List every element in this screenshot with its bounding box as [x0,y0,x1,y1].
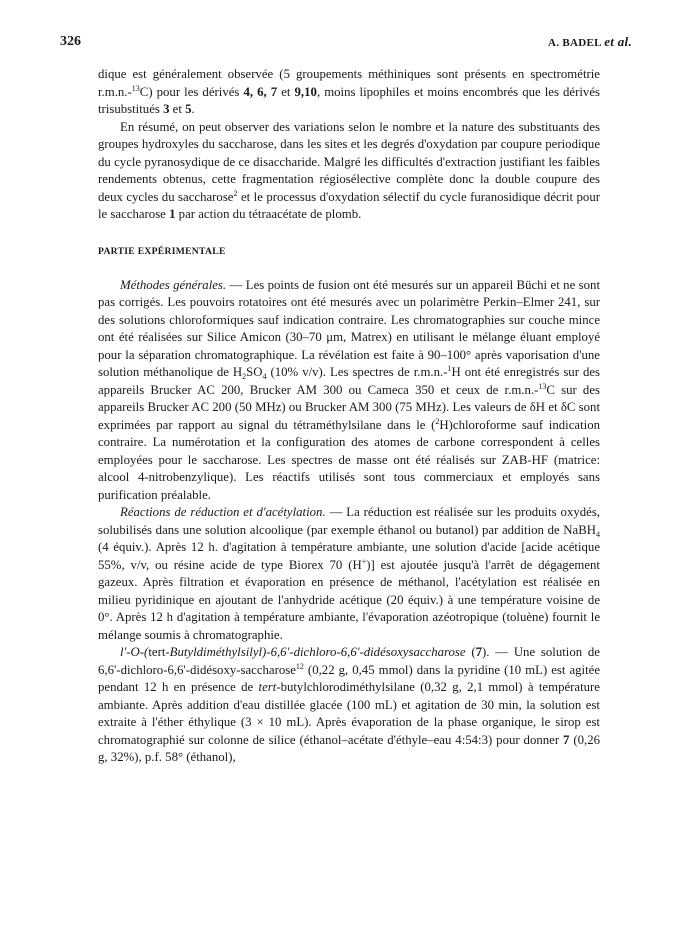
running-head-etal: et al. [604,34,632,49]
text-run: C) pour les dérivés [139,84,244,99]
text-run: (10% v/v). Les spectres de r.m.n.- [266,365,448,379]
paragraph-summary [98,119,600,224]
subscript: 4 [596,529,600,539]
superscript: + [361,556,367,566]
text-run: et le processus d'oxydation sélectif du cycle furanosidique décrit pour le saccharose [98,189,600,221]
run-in-heading: l'-O-( [120,645,149,659]
text-run: H ont été enregistrés sur des appareils Brucker AC 200, Brucker AM 300 ou Cameca 350 et ceux de r.m.n.- [98,365,601,397]
superscript: 13 [131,83,140,93]
citation-superscript: 2 [233,188,238,198]
text-run: C sur des appareils Brucker AC 200 (50 MHz) ou Brucker AM 300 (75 MHz). Les valeurs de δH et δC sont exprimées par rapport au signal du tétraméthylsilane dans le ( [98,382,600,432]
text-run: ( [465,645,476,659]
compound-ref: 7 [475,645,483,659]
text-run: et [277,84,295,99]
superscript: 1 [447,364,452,373]
text-run: En résumé, on peut observer des variations selon le nombre et la nature des substituants des groupes hydroxyles du saccharose, dans les sites et les degrés d'oxydation par coupure periodique du cycle pyranosydique de ce disaccharide. Malgré les difficultés d'extraction justifiant les faibles rendements obtenus, cette fragmentation régiosélective complète donc la double coupure des deux cycles du saccharose [98,119,600,204]
subscript: 2 [242,372,247,381]
running-head [548,34,632,50]
compound-ref: 4, 6, 7 [243,84,278,99]
paragraph-discussion-end [98,66,600,119]
compound-ref: 9,10 [294,84,317,99]
paragraph-general-methods [98,277,600,505]
compound-ref: 7 [563,732,570,747]
section-title: PARTIE EXPÉRIMENTALE [98,245,226,257]
compound-ref: 3 [163,102,170,116]
running-head-authors: A. BADEL [548,37,602,49]
text-run: tert [258,680,277,694]
article-body [98,66,600,767]
text-run: — La réduction est réalisée sur les produits oxydés, solubilisés dans une solution alcoolique (par exemple éthanol ou butanol) par addition de NaBH [98,505,600,537]
text-run: (0,26 g, 32%), p.f. 58° (éthanol), [98,732,600,764]
superscript: 2 [435,416,440,426]
text-run: tert [148,645,166,659]
run-in-heading: -Butyldiméthylsilyl)-6,6'-dichloro-6,6'-didésoxysaccharose [165,645,466,659]
page-number: 326 [60,34,81,49]
text-run: , moins lipophiles et moins encombrés que les dérivés trisubstitués [98,84,600,116]
text-run: . [191,102,195,116]
text-run: et [169,102,186,116]
subscript: 4 [262,372,267,381]
run-in-heading: Méthodes générales. [120,277,227,292]
text-run: par action du tétraacétate de plomb. [175,207,362,221]
text-run: ). — Une solution de 6,6'-dichloro-6,6'-didésoxy-saccharose [98,645,600,677]
compound-ref: 1 [169,207,176,221]
text-run: H)chloroforme sauf indication contraire. La numérotation et la configuration des atomes de carbone correspondent à celles employées pour le saccharose. Les spectres de masse ont été réalisés sur ZAB-HF (matrice: alcool 4-nitrobenzylique). Les réactifs utilisés sont tous commerciaux et employés sans purification préalable. [98,417,600,502]
text-run: dique est généralement observée (5 groupements méthiniques sont présents en spectrométrie r.m.n.- [98,67,600,99]
text-run: (4 équiv.). Après 12 h. d'agitation à température ambiante, une solution d'acide [acide acétique 55%, v/v, ou résine acide de type Biorex 70 (H [98,540,600,572]
text-run: (0,22 g, 0,45 mmol) dans la pyridine (10 mL) est agitée pendant 12 h en présence de [98,662,600,694]
paragraph-reduction-acetylation [98,504,600,644]
text-run: — Les points de fusion ont été mesurés sur un appareil Büchi et ne sont pas corrigés. Les pouvoirs rotatoires ont été mesurés avec un polarimètre Perkin–Elmer 241, sur des solutions chloroformiques sauf indication contraire. Les chromatographies sur couche mince ont été réalisées sur Silice Amicon (30–70 μm, Matrex) en utilisant le mélange éluant employé pour la séparation chromatographique. La révélation est faite à 90–100° après vaporisation d'une solution méthanolique de H [98,277,600,379]
text-run: )] est ajoutée jusqu'à l'arrêt de dégagement gazeux. Après filtration et évaporation en présence de méthanol, l'acétylation est réalisée en milieu pyridinique en ajoutant de l'anhydride acétique (20 équiv.) à une température voisine de 0°. Après 12 h d'agitation à température ambiante, l'évaporation azéotropique (toluène) fournit le mélange soumis à chromatographie. [98,557,600,642]
citation-superscript: 12 [295,661,304,671]
text-run: SO [246,365,263,379]
page-header [60,34,632,54]
run-in-heading: Réactions de réduction et d'acétylation. [120,505,326,519]
compound-ref: 5 [185,102,192,116]
text-run: -butylchlorodiméthylsilane (0,32 g, 2,1 mmol) à température ambiante. Après addition d'eau distillée glacée (100 mL) et agitation de 30 min, la solution est extraite à l'éther éthylique (3 × 10 mL). Après évaporation de la phase organique, le sirop est chromatographié sur colonne de silice (éthanol–acétate d'éthyle–eau 4:54:3) pour donner [98,680,600,747]
paragraph-compound-7 [98,644,600,767]
superscript: 13 [538,381,547,391]
